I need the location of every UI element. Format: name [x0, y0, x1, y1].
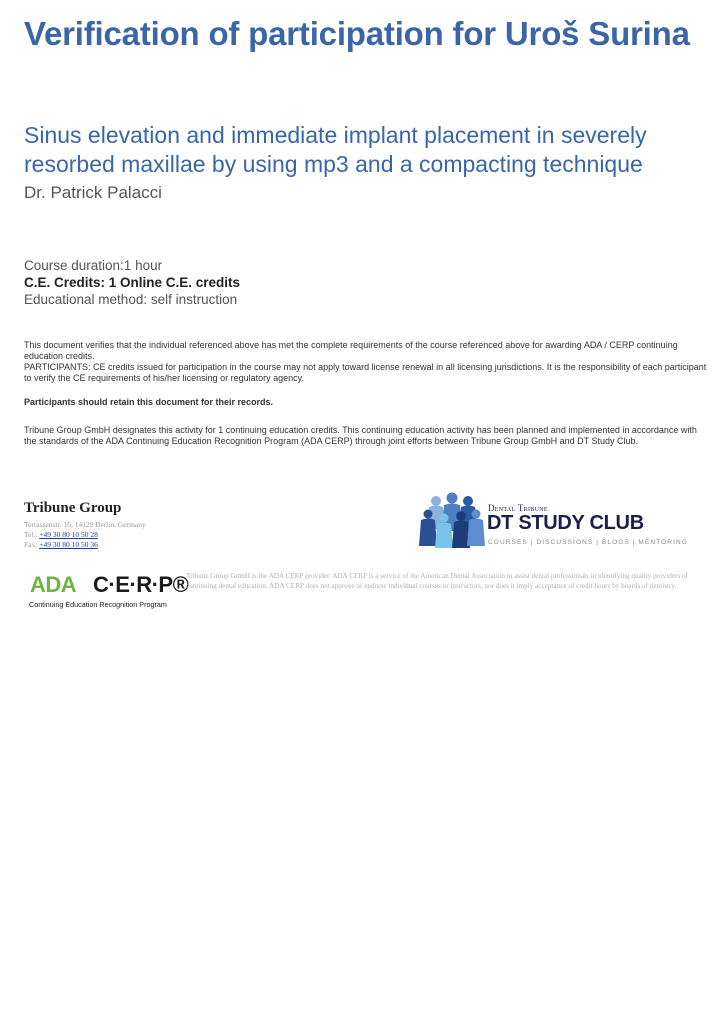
ce-credits: C.E. Credits: 1 Online C.E. credits [24, 275, 241, 290]
fax-label: Fax: [24, 540, 38, 549]
verification-statement: This document verifies that the individual referenced above has met the complete requirements of the course referenced above for awarding ADA / CERP continuing education credits. [24, 340, 678, 362]
tribune-address: Terrassenstr. 16, 14129 Berlin, Germany [24, 520, 146, 529]
tribune-phone [24, 530, 98, 539]
tribune-fax [24, 540, 98, 549]
certificate-title: Verification of participation for Uroš Surina [24, 15, 690, 52]
dt-study-club-tagline: COURSES | DISCUSSIONS | BLOGS | MENTORING [488, 539, 688, 546]
participants-notice: PARTICIPANTS: CE credits issued for participation in the course may not apply toward license renewal in all licensing jurisdictions. It is the responsibility of each participant to verify the CE requirements of his/her licensing or regulatory agency. [24, 362, 707, 384]
ada-logo-text: ADA [30, 572, 77, 597]
retain-notice: Participants should retain this document for their records. [24, 397, 274, 407]
presenter-name: Dr. Patrick Palacci [24, 183, 162, 202]
fax-link[interactable]: +49 30 80 10 50 36 [39, 540, 98, 549]
ada-cerp-disclaimer: Tribune Group GmbH is the ADA CERP provider. ADA CERP is a service of the American Dental Association to assist dental professionals in identifying quality providers of continuing dental education. ADA CERP does not approve or endorse individual courses or instructors, nor does it imply acceptance of credit hours by boards of dentistry. [186, 572, 689, 590]
dental-tribune-brand: Dental Tribune [488, 503, 548, 513]
designation-statement: Tribune Group GmbH designates this activity for 1 continuing education credits. This continuing education activity has been planned and implemented in accordance with the standards of the ADA Continuing Education Recognition Program (ADA CERP) through joint efforts between Tribune Group GmbH and DT Study Club. [24, 425, 697, 447]
phone-link[interactable]: +49 30 80 10 50 28 [39, 530, 98, 539]
phone-label: Tel.: [24, 530, 38, 539]
course-title: Sinus elevation and immediate implant placement in severely resorbed maxillae by using mp3 and a compacting technique [24, 122, 647, 177]
ada-cerp-subtitle: Continuing Education Recognition Program [29, 600, 167, 609]
course-duration: Course duration:1 hour [24, 258, 163, 273]
cerp-logo-text: C·E·R·P® [93, 572, 189, 597]
tribune-group-name: Tribune Group [24, 500, 122, 516]
educational-method: Educational method: self instruction [24, 292, 238, 307]
dt-study-club-name: DT STUDY CLUB [487, 512, 644, 534]
